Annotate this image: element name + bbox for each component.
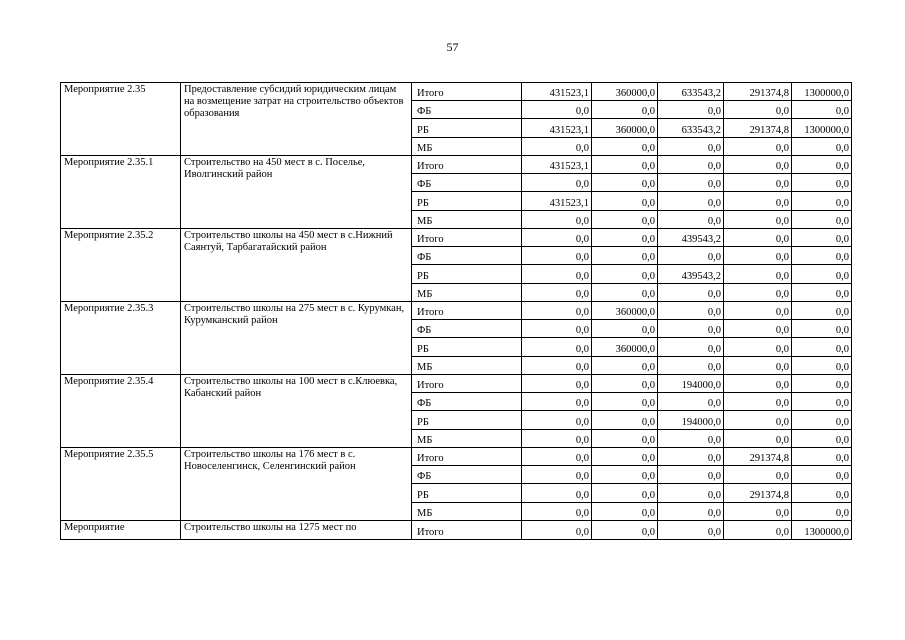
funding-source: ФБ (412, 247, 522, 265)
funding-source: Итого (412, 448, 522, 466)
amount-cell: 1300000,0 (792, 521, 852, 540)
funding-source: Итого (412, 375, 522, 393)
amount-cell: 0,0 (522, 357, 592, 375)
amount-cell: 194000,0 (658, 375, 724, 393)
amount-cell: 0,0 (792, 411, 852, 430)
amount-cell: 0,0 (724, 466, 792, 484)
amount-cell: 0,0 (792, 229, 852, 247)
amount-cell: 0,0 (792, 466, 852, 484)
amount-cell: 0,0 (658, 138, 724, 156)
amount-cell: 0,0 (592, 211, 658, 229)
measure-code: Мероприятие 2.35.3 (61, 302, 181, 375)
amount-cell: 0,0 (658, 357, 724, 375)
amount-cell: 0,0 (522, 284, 592, 302)
amount-cell: 0,0 (522, 302, 592, 320)
amount-cell: 0,0 (592, 466, 658, 484)
funding-source: Итого (412, 521, 522, 540)
table-row (61, 302, 852, 320)
measure-description: Строительство на 450 мест в с. Поселье, Иволгинский район (181, 156, 412, 229)
amount-cell: 1300000,0 (792, 119, 852, 138)
amount-cell: 0,0 (724, 521, 792, 540)
amount-cell: 439543,2 (658, 229, 724, 247)
amount-cell: 0,0 (724, 138, 792, 156)
amount-cell: 0,0 (522, 211, 592, 229)
funding-source: МБ (412, 357, 522, 375)
amount-cell: 0,0 (724, 229, 792, 247)
amount-cell: 0,0 (592, 265, 658, 284)
table-row (61, 229, 852, 247)
amount-cell: 0,0 (522, 101, 592, 119)
amount-cell: 0,0 (792, 174, 852, 192)
amount-cell: 0,0 (658, 211, 724, 229)
amount-cell: 0,0 (724, 101, 792, 119)
amount-cell: 0,0 (724, 375, 792, 393)
amount-cell: 360000,0 (592, 83, 658, 101)
amount-cell: 194000,0 (658, 411, 724, 430)
amount-cell: 0,0 (522, 466, 592, 484)
funding-source: МБ (412, 138, 522, 156)
funding-source: ФБ (412, 466, 522, 484)
amount-cell: 0,0 (592, 430, 658, 448)
budget-table (60, 82, 852, 540)
amount-cell: 0,0 (522, 430, 592, 448)
amount-cell: 0,0 (658, 284, 724, 302)
measure-code: Мероприятие 2.35.2 (61, 229, 181, 302)
amount-cell: 0,0 (724, 174, 792, 192)
amount-cell: 0,0 (592, 448, 658, 466)
amount-cell: 0,0 (658, 521, 724, 540)
amount-cell: 291374,8 (724, 119, 792, 138)
amount-cell: 360000,0 (592, 119, 658, 138)
amount-cell: 0,0 (792, 320, 852, 338)
amount-cell: 0,0 (792, 484, 852, 503)
amount-cell: 0,0 (792, 357, 852, 375)
funding-source: РБ (412, 265, 522, 284)
amount-cell: 431523,1 (522, 192, 592, 211)
amount-cell: 0,0 (724, 156, 792, 174)
amount-cell: 0,0 (658, 393, 724, 411)
measure-description: Строительство школы на 176 мест в с. Новоселенгинск, Селенгинский район (181, 448, 412, 521)
amount-cell: 0,0 (792, 156, 852, 174)
amount-cell: 0,0 (792, 393, 852, 411)
amount-cell: 0,0 (592, 521, 658, 540)
amount-cell: 0,0 (792, 284, 852, 302)
measure-description: Строительство школы на 100 мест в с.Клюевка, Кабанский район (181, 375, 412, 448)
amount-cell: 0,0 (592, 375, 658, 393)
amount-cell: 0,0 (592, 284, 658, 302)
funding-source: МБ (412, 430, 522, 448)
amount-cell: 0,0 (592, 229, 658, 247)
amount-cell: 0,0 (724, 265, 792, 284)
funding-source: ФБ (412, 101, 522, 119)
measure-code: Мероприятие (61, 521, 181, 540)
funding-source: Итого (412, 229, 522, 247)
funding-source: Итого (412, 302, 522, 320)
measure-description: Строительство школы на 450 мест в с.Нижний Саянтуй, Тарбагатайский район (181, 229, 412, 302)
table-row (61, 521, 852, 540)
amount-cell: 439543,2 (658, 265, 724, 284)
page-number: 57 (446, 40, 459, 54)
amount-cell: 0,0 (792, 211, 852, 229)
amount-cell: 0,0 (592, 247, 658, 265)
table-row (61, 83, 852, 101)
measure-description: Строительство школы на 275 мест в с. Курумкан, Курумканский район (181, 302, 412, 375)
amount-cell: 0,0 (522, 138, 592, 156)
amount-cell: 0,0 (592, 393, 658, 411)
amount-cell: 633543,2 (658, 119, 724, 138)
amount-cell: 0,0 (792, 247, 852, 265)
amount-cell: 1300000,0 (792, 83, 852, 101)
funding-source: ФБ (412, 174, 522, 192)
amount-cell: 431523,1 (522, 83, 592, 101)
amount-cell: 0,0 (522, 174, 592, 192)
amount-cell: 0,0 (592, 484, 658, 503)
amount-cell: 431523,1 (522, 119, 592, 138)
amount-cell: 0,0 (522, 521, 592, 540)
amount-cell: 0,0 (658, 247, 724, 265)
amount-cell: 0,0 (724, 284, 792, 302)
amount-cell: 0,0 (522, 265, 592, 284)
amount-cell: 0,0 (522, 503, 592, 521)
funding-source: МБ (412, 211, 522, 229)
amount-cell: 0,0 (658, 156, 724, 174)
amount-cell: 0,0 (792, 375, 852, 393)
amount-cell: 0,0 (658, 320, 724, 338)
amount-cell: 291374,8 (724, 448, 792, 466)
amount-cell: 0,0 (792, 101, 852, 119)
amount-cell: 0,0 (522, 411, 592, 430)
amount-cell: 0,0 (592, 138, 658, 156)
amount-cell: 0,0 (658, 338, 724, 357)
amount-cell: 0,0 (592, 503, 658, 521)
amount-cell: 0,0 (724, 338, 792, 357)
amount-cell: 0,0 (792, 192, 852, 211)
amount-cell: 0,0 (592, 174, 658, 192)
funding-source: РБ (412, 484, 522, 503)
amount-cell: 0,0 (592, 192, 658, 211)
amount-cell: 0,0 (522, 320, 592, 338)
amount-cell: 0,0 (724, 211, 792, 229)
amount-cell: 0,0 (792, 265, 852, 284)
measure-code: Мероприятие 2.35.5 (61, 448, 181, 521)
amount-cell: 0,0 (724, 320, 792, 338)
amount-cell: 0,0 (792, 138, 852, 156)
table-row (61, 375, 852, 393)
amount-cell: 0,0 (724, 503, 792, 521)
amount-cell: 0,0 (724, 192, 792, 211)
measure-description: Строительство школы на 1275 мест по (181, 521, 412, 540)
funding-source: Итого (412, 83, 522, 101)
amount-cell: 0,0 (522, 229, 592, 247)
amount-cell: 0,0 (724, 302, 792, 320)
amount-cell: 291374,8 (724, 83, 792, 101)
amount-cell: 0,0 (658, 430, 724, 448)
amount-cell: 633543,2 (658, 83, 724, 101)
funding-source: МБ (412, 284, 522, 302)
amount-cell: 431523,1 (522, 156, 592, 174)
amount-cell: 0,0 (592, 101, 658, 119)
table-row (61, 156, 852, 174)
amount-cell: 0,0 (522, 247, 592, 265)
funding-source: ФБ (412, 320, 522, 338)
amount-cell: 360000,0 (592, 338, 658, 357)
amount-cell: 0,0 (522, 393, 592, 411)
amount-cell: 0,0 (592, 411, 658, 430)
amount-cell: 0,0 (522, 375, 592, 393)
amount-cell: 0,0 (658, 192, 724, 211)
amount-cell: 0,0 (792, 430, 852, 448)
funding-source: РБ (412, 192, 522, 211)
amount-cell: 0,0 (792, 302, 852, 320)
amount-cell: 0,0 (792, 448, 852, 466)
amount-cell: 360000,0 (592, 302, 658, 320)
funding-source: РБ (412, 338, 522, 357)
amount-cell: 0,0 (792, 338, 852, 357)
amount-cell: 291374,8 (724, 484, 792, 503)
amount-cell: 0,0 (792, 503, 852, 521)
amount-cell: 0,0 (658, 302, 724, 320)
amount-cell: 0,0 (724, 430, 792, 448)
measure-description: Предоставление субсидий юридическим лицам на возмещение затрат на строительство объектов образования (181, 83, 412, 156)
amount-cell: 0,0 (658, 466, 724, 484)
amount-cell: 0,0 (658, 174, 724, 192)
amount-cell: 0,0 (658, 503, 724, 521)
amount-cell: 0,0 (724, 411, 792, 430)
amount-cell: 0,0 (724, 357, 792, 375)
amount-cell: 0,0 (592, 357, 658, 375)
funding-source: МБ (412, 503, 522, 521)
measure-code: Мероприятие 2.35.1 (61, 156, 181, 229)
amount-cell: 0,0 (592, 320, 658, 338)
amount-cell: 0,0 (658, 101, 724, 119)
funding-source: РБ (412, 119, 522, 138)
funding-source: Итого (412, 156, 522, 174)
amount-cell: 0,0 (522, 448, 592, 466)
measure-code: Мероприятие 2.35.4 (61, 375, 181, 448)
amount-cell: 0,0 (658, 448, 724, 466)
amount-cell: 0,0 (724, 393, 792, 411)
amount-cell: 0,0 (724, 247, 792, 265)
amount-cell: 0,0 (658, 484, 724, 503)
funding-source: РБ (412, 411, 522, 430)
amount-cell: 0,0 (522, 484, 592, 503)
amount-cell: 0,0 (522, 338, 592, 357)
table-row (61, 448, 852, 466)
amount-cell: 0,0 (592, 156, 658, 174)
funding-source: ФБ (412, 393, 522, 411)
measure-code: Мероприятие 2.35 (61, 83, 181, 156)
